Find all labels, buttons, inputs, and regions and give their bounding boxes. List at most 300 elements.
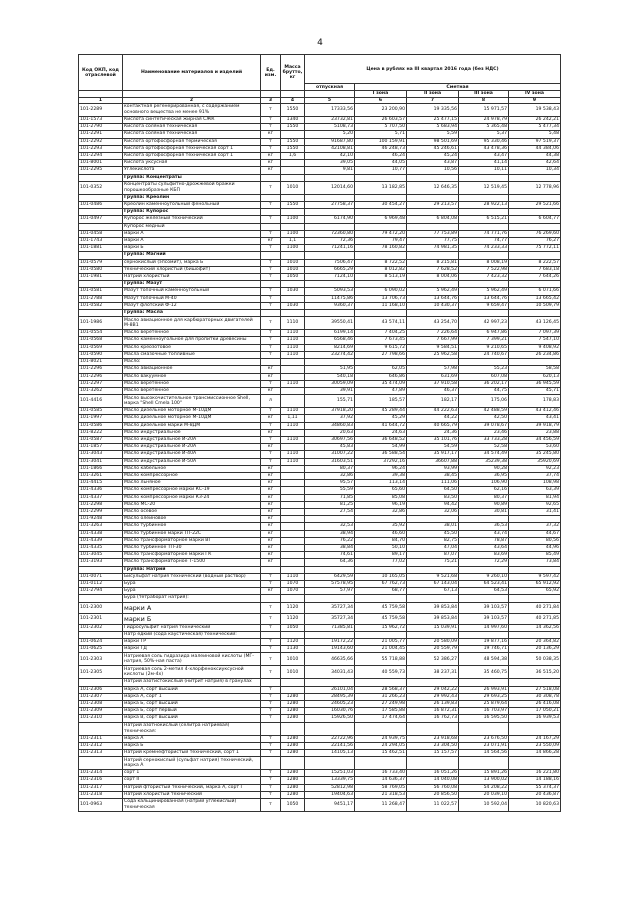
cell-otpusk: 15251,03 bbox=[305, 770, 355, 777]
cell-unit: т bbox=[261, 230, 281, 237]
cell-mass: 1110 bbox=[281, 330, 305, 337]
cell-name: Бура (тетраборат натрия): bbox=[123, 595, 261, 602]
cell-code: 101-1986 bbox=[79, 317, 123, 330]
cell-zone-1: 15 462,51 bbox=[355, 750, 407, 757]
cell-zone-1: 39,38 bbox=[355, 472, 407, 479]
cell-otpusk: 71,85 bbox=[305, 494, 355, 501]
cell-unit: т bbox=[261, 451, 281, 458]
cell-zone-2: 44,22 bbox=[407, 415, 459, 422]
cell-unit: т bbox=[261, 274, 281, 281]
cell-zone-3: 64,53 bbox=[459, 588, 509, 595]
col-num-7: 7 bbox=[407, 97, 459, 104]
table-row bbox=[79, 366, 561, 373]
cell-unit: кг bbox=[261, 494, 281, 501]
cell-otpusk: 74,61 bbox=[305, 552, 355, 559]
cell-code: 101-3261 bbox=[79, 472, 123, 479]
cell-otpusk: 72,36 bbox=[305, 238, 355, 245]
cell-zone-3: 83,69 bbox=[459, 552, 509, 559]
cell-zone-4: 26 234,86 bbox=[509, 351, 561, 358]
cell-zone-4: 40 271,85 bbox=[509, 613, 561, 624]
cell-zone-3: 13 900,02 bbox=[459, 777, 509, 784]
cell-name: Масло турбинное марки ТП-22С bbox=[123, 530, 261, 537]
cell-zone-1: 8 012,82 bbox=[355, 266, 407, 273]
cell-unit: кг bbox=[261, 530, 281, 537]
cell-otpusk: 30697,56 bbox=[305, 436, 355, 443]
cell-zone-3: 5,37 bbox=[459, 131, 509, 138]
cell-unit: т bbox=[261, 791, 281, 798]
cell-zone-3 bbox=[459, 757, 509, 770]
cell-zone-3: 7 522,98 bbox=[459, 266, 509, 273]
cell-otpusk: 37918,20 bbox=[305, 408, 355, 415]
cell-code bbox=[79, 174, 123, 181]
col-num-1: 1 bbox=[79, 97, 123, 104]
cell-mass: 1010 bbox=[281, 653, 305, 666]
cell-zone-3: 44,75 bbox=[459, 387, 509, 394]
cell-code: 101-2312 bbox=[79, 742, 123, 749]
cell-unit bbox=[261, 252, 281, 259]
cell-zone-1: 24 939,75 bbox=[355, 735, 407, 742]
cell-zone-1: 54,99 bbox=[355, 444, 407, 451]
cell-otpusk: 13339,75 bbox=[305, 777, 355, 784]
table-row bbox=[79, 693, 561, 700]
cell-code: 101-8222 bbox=[79, 429, 123, 436]
cell-zone-1: 68,77 bbox=[355, 588, 407, 595]
table-row bbox=[79, 288, 561, 295]
cell-mass bbox=[281, 480, 305, 487]
cell-zone-3: 7 423,32 bbox=[459, 274, 509, 281]
cell-code: 101-0587 bbox=[79, 436, 123, 443]
cell-mass: 1110 bbox=[281, 573, 305, 580]
cell-otpusk: 9360,37 bbox=[305, 302, 355, 309]
cell-name: сернокислый (эпсомит), марка Б bbox=[123, 259, 261, 266]
table-row bbox=[79, 530, 561, 537]
cell-mass: 1100 bbox=[281, 216, 305, 223]
cell-zone-2: 46,37 bbox=[407, 387, 459, 394]
table-row bbox=[79, 742, 561, 749]
cell-unit: т bbox=[261, 613, 281, 624]
cell-name: Концентраты сульфитно-дрожжевой бражки порошкообразные КБП bbox=[123, 181, 261, 194]
cell-zone-2: 29 992,43 bbox=[407, 693, 459, 700]
cell-otpusk: 38,84 bbox=[305, 544, 355, 551]
cell-zone-2: 10,56 bbox=[407, 167, 459, 174]
cell-unit: кг bbox=[261, 516, 281, 523]
cell-mass: 1280 bbox=[281, 777, 305, 784]
cell-mass: 1110 bbox=[281, 408, 305, 415]
cell-unit bbox=[261, 679, 281, 686]
cell-code: 101-8001 bbox=[79, 160, 123, 167]
cell-zone-3: 12 519,45 bbox=[459, 181, 509, 194]
cell-zone-3 bbox=[459, 281, 509, 288]
cell-zone-3 bbox=[459, 209, 509, 216]
cell-code: 101-2317 bbox=[79, 784, 123, 791]
cell-otpusk: 19172,22 bbox=[305, 639, 355, 646]
cell-otpusk bbox=[305, 631, 355, 638]
header-name: Наименование материалов и изделий bbox=[123, 55, 261, 91]
cell-name: Масло веретенное bbox=[123, 380, 261, 387]
price-table bbox=[78, 54, 561, 812]
cell-code: 101-2296 bbox=[79, 373, 123, 380]
cell-zone-3: 74,77 bbox=[459, 238, 509, 245]
cell-otpusk bbox=[305, 281, 355, 288]
cell-zone-1: 24 294,05 bbox=[355, 742, 407, 749]
cell-name: Кислота соляная техническая bbox=[123, 124, 261, 131]
cell-mass: 1110 bbox=[281, 344, 305, 351]
cell-zone-4 bbox=[509, 516, 561, 523]
cell-otpusk: 71241,16 bbox=[305, 245, 355, 252]
cell-code: 101-2301 bbox=[79, 613, 123, 624]
cell-unit: т bbox=[261, 380, 281, 387]
cell-otpusk: 71385,81 bbox=[305, 624, 355, 631]
cell-code: 101-1881 bbox=[79, 245, 123, 252]
cell-mass bbox=[281, 516, 305, 523]
cell-mass: 1110 bbox=[281, 380, 305, 387]
table-row bbox=[79, 373, 561, 380]
cell-unit: кг bbox=[261, 387, 281, 394]
cell-zone-4: 36 515,20 bbox=[509, 666, 561, 679]
cell-mass: 1550 bbox=[281, 202, 305, 209]
cell-mass bbox=[281, 552, 305, 559]
cell-zone-1 bbox=[355, 757, 407, 770]
cell-zone-4: 43 412,46 bbox=[509, 408, 561, 415]
cell-mass bbox=[281, 209, 305, 216]
cell-mass: 1070 bbox=[281, 580, 305, 587]
cell-zone-4: 17 050,21 bbox=[509, 708, 561, 715]
cell-name: Гидросульфит натрия технический bbox=[123, 624, 261, 631]
cell-zone-4 bbox=[509, 757, 561, 770]
table-row bbox=[79, 145, 561, 152]
cell-otpusk: 72360,80 bbox=[305, 230, 355, 237]
cell-zone-4: 13 665,42 bbox=[509, 295, 561, 302]
cell-otpusk: 11475,86 bbox=[305, 295, 355, 302]
cell-zone-1: 50,10 bbox=[355, 544, 407, 551]
cell-zone-2: 19 335,56 bbox=[407, 104, 459, 117]
table-row bbox=[79, 508, 561, 515]
cell-zone-4: 65,92 bbox=[509, 588, 561, 595]
cell-zone-4: 29 521,66 bbox=[509, 202, 561, 209]
cell-zone-3: 90,28 bbox=[459, 465, 509, 472]
cell-unit: кг bbox=[261, 588, 281, 595]
cell-unit: кг bbox=[261, 153, 281, 160]
cell-name: технический хлористый (бишофит) bbox=[123, 266, 261, 273]
cell-otpusk: 28495,39 bbox=[305, 693, 355, 700]
cell-zone-1: 41 644,72 bbox=[355, 422, 407, 429]
cell-zone-3: 24 740,67 bbox=[459, 351, 509, 358]
cell-otpusk bbox=[305, 223, 355, 230]
cell-zone-1 bbox=[355, 174, 407, 181]
cell-code: 101-2303 bbox=[79, 653, 123, 666]
cell-zone-4: 75 772,11 bbox=[509, 245, 561, 252]
cell-zone-2: 20 856,50 bbox=[407, 791, 459, 798]
cell-unit bbox=[261, 359, 281, 366]
cell-zone-1: 13 182,85 bbox=[355, 181, 407, 194]
cell-unit: т bbox=[261, 344, 281, 351]
cell-zone-3: 52,58 bbox=[459, 444, 509, 451]
cell-mass bbox=[281, 679, 305, 686]
table-row bbox=[79, 160, 561, 167]
cell-name: Масло индустриальное И-40А bbox=[123, 451, 261, 458]
cell-zone-2 bbox=[407, 631, 459, 638]
table-row bbox=[79, 573, 561, 580]
cell-zone-2: 75,21 bbox=[407, 559, 459, 566]
cell-zone-2 bbox=[407, 359, 459, 366]
cell-zone-4: 23 550,09 bbox=[509, 742, 561, 749]
price-table-container bbox=[78, 54, 560, 812]
cell-zone-3: 23 071,91 bbox=[459, 742, 509, 749]
cell-name: Масло турбинное bbox=[123, 523, 261, 530]
cell-zone-1 bbox=[355, 722, 407, 735]
cell-otpusk: 6665,29 bbox=[305, 266, 355, 273]
table-row bbox=[79, 274, 561, 281]
cell-code bbox=[79, 252, 123, 259]
cell-name: марка Б, сорт первый bbox=[123, 708, 261, 715]
cell-zone-4: 7 547,10 bbox=[509, 337, 561, 344]
cell-code: 101-4416 bbox=[79, 395, 123, 408]
cell-unit: т bbox=[261, 266, 281, 273]
cell-unit: л bbox=[261, 395, 281, 408]
cell-otpusk: 32,86 bbox=[305, 472, 355, 479]
cell-otpusk bbox=[305, 194, 355, 201]
cell-zone-4: 53,60 bbox=[509, 444, 561, 451]
table-row bbox=[79, 595, 561, 602]
table-row bbox=[79, 216, 561, 223]
cell-zone-2: 56 760,08 bbox=[407, 784, 459, 791]
cell-name: Масло каменноугольное для пропитки древесины bbox=[123, 337, 261, 344]
cell-zone-1: 27 249,98 bbox=[355, 701, 407, 708]
cell-mass bbox=[281, 366, 305, 373]
cell-zone-4: 12 778,96 bbox=[509, 181, 561, 194]
cell-zone-2: 45,24 bbox=[407, 153, 459, 160]
cell-code: 101-4415 bbox=[79, 480, 123, 487]
cell-mass: 1050 bbox=[281, 799, 305, 812]
cell-otpusk: 76,22 bbox=[305, 537, 355, 544]
cell-name: Натрий кремнефтористый технический, сорт 1 bbox=[123, 750, 261, 757]
cell-otpusk: 39550,41 bbox=[305, 317, 355, 330]
cell-unit: т bbox=[261, 742, 281, 749]
table-row bbox=[79, 436, 561, 443]
cell-zone-1: 14 636,37 bbox=[355, 777, 407, 784]
cell-zone-3: 62,16 bbox=[459, 487, 509, 494]
cell-zone-1 bbox=[355, 566, 407, 573]
cell-name: марка В, сорт высший bbox=[123, 715, 261, 722]
cell-zone-3: 10,11 bbox=[459, 167, 509, 174]
table-row bbox=[79, 230, 561, 237]
cell-code: 101-3263 bbox=[79, 523, 123, 530]
cell-code: 101-0352 bbox=[79, 181, 123, 194]
cell-mass bbox=[281, 194, 305, 201]
cell-unit: кг bbox=[261, 501, 281, 508]
cell-zone-2: 20 580,09 bbox=[407, 639, 459, 646]
cell-zone-2: 77 753,89 bbox=[407, 230, 459, 237]
cell-unit: т bbox=[261, 145, 281, 152]
cell-zone-4: 43,41 bbox=[509, 415, 561, 422]
cell-mass: 1130 bbox=[281, 646, 305, 653]
cell-otpusk: 27,54 bbox=[305, 508, 355, 515]
cell-otpusk: 24605,23 bbox=[305, 701, 355, 708]
cell-unit: т bbox=[261, 458, 281, 465]
table-row bbox=[79, 330, 561, 337]
cell-otpusk: 64,36 bbox=[305, 559, 355, 566]
cell-mass bbox=[281, 310, 305, 317]
cell-unit: т bbox=[261, 436, 281, 443]
cell-unit: т bbox=[261, 686, 281, 693]
cell-zone-3: 43,47 bbox=[459, 153, 509, 160]
table-row bbox=[79, 415, 561, 422]
cell-zone-1: 96,19 bbox=[355, 501, 407, 508]
table-row bbox=[79, 387, 561, 394]
cell-name: Масло льняное bbox=[123, 480, 261, 487]
cell-name: Натрий азотистокислый (нитрит натрия) в гранулах bbox=[123, 679, 261, 686]
cell-name: Натр едкий (сода каустическая) технический: bbox=[123, 631, 261, 638]
cell-name: Купорос железный технический bbox=[123, 216, 261, 223]
cell-otpusk bbox=[305, 252, 355, 259]
table-row bbox=[79, 465, 561, 472]
cell-otpusk bbox=[305, 209, 355, 216]
cell-zone-1 bbox=[355, 281, 407, 288]
cell-zone-1: 46 248,73 bbox=[355, 145, 407, 152]
cell-otpusk: 20,63 bbox=[305, 429, 355, 436]
cell-zone-3 bbox=[459, 679, 509, 686]
cell-unit: т bbox=[261, 580, 281, 587]
cell-zone-2: 8 215,81 bbox=[407, 259, 459, 266]
cell-name: Масло компрессорное марки КЗ-24 bbox=[123, 494, 261, 501]
table-row bbox=[79, 784, 561, 791]
cell-code bbox=[79, 566, 123, 573]
cell-zone-2: 93,99 bbox=[407, 465, 459, 472]
cell-zone-4: 7 097,39 bbox=[509, 330, 561, 337]
cell-unit: кг bbox=[261, 487, 281, 494]
cell-otpusk: 26101,04 bbox=[305, 686, 355, 693]
cell-zone-1: 84,70 bbox=[355, 537, 407, 544]
cell-name: Масло дизельное моторное М-10ДМ bbox=[123, 408, 261, 415]
cell-mass: 1010 bbox=[281, 181, 305, 194]
cell-otpusk: 15926,50 bbox=[305, 715, 355, 722]
cell-zone-1: 15 962,72 bbox=[355, 624, 407, 631]
cell-zone-3: 80,37 bbox=[459, 494, 509, 501]
cell-zone-2: 12 646,35 bbox=[407, 181, 459, 194]
cell-zone-2 bbox=[407, 174, 459, 181]
cell-zone-1 bbox=[355, 209, 407, 216]
cell-unit bbox=[261, 631, 281, 638]
cell-name: Масло осевое bbox=[123, 508, 261, 515]
cell-zone-1: 30 454,27 bbox=[355, 202, 407, 209]
table-row bbox=[79, 770, 561, 777]
cell-zone-3: 9 659,47 bbox=[459, 302, 509, 309]
cell-zone-1: 7 673,45 bbox=[355, 337, 407, 344]
cell-zone-1: 45,29 bbox=[355, 415, 407, 422]
cell-zone-3: 54 208,22 bbox=[459, 784, 509, 791]
cell-mass: 1340 bbox=[281, 117, 305, 124]
header-zone-3: III зона bbox=[459, 91, 509, 98]
cell-mass: 1280 bbox=[281, 708, 305, 715]
cell-mass bbox=[281, 686, 305, 693]
cell-code: 101-2313 bbox=[79, 750, 123, 757]
cell-zone-1: 17 474,64 bbox=[355, 715, 407, 722]
cell-code: 101-0581 bbox=[79, 288, 123, 295]
cell-mass: 1550 bbox=[281, 104, 305, 117]
cell-zone-4: 50 038,35 bbox=[509, 653, 561, 666]
cell-zone-3: 10 592,04 bbox=[459, 799, 509, 812]
cell-zone-2: 5 683,94 bbox=[407, 124, 459, 131]
cell-unit: кг bbox=[261, 508, 281, 515]
cell-mass bbox=[281, 501, 305, 508]
cell-name: Бура bbox=[123, 580, 261, 587]
cell-name: Углекислота bbox=[123, 167, 261, 174]
cell-zone-2 bbox=[407, 757, 459, 770]
cell-code: 101-2298 bbox=[79, 501, 123, 508]
cell-name: Мазут топочный каменноугольный bbox=[123, 288, 261, 295]
cell-mass: 1120 bbox=[281, 602, 305, 613]
cell-zone-4 bbox=[509, 631, 561, 638]
cell-code: 101-2307 bbox=[79, 693, 123, 700]
cell-zone-3: 42,50 bbox=[459, 415, 509, 422]
table-row bbox=[79, 480, 561, 487]
cell-unit bbox=[261, 566, 281, 573]
cell-name: контактная регенерированная, с содержанием основного вещества не менее 91% bbox=[123, 104, 261, 117]
cell-zone-2: 5,59 bbox=[407, 131, 459, 138]
cell-zone-3: 607,08 bbox=[459, 373, 509, 380]
cell-zone-4: 76,27 bbox=[509, 238, 561, 245]
cell-code: 101-1866 bbox=[79, 465, 123, 472]
cell-zone-3: 43,74 bbox=[459, 530, 509, 537]
cell-code bbox=[79, 757, 123, 770]
table-row bbox=[79, 588, 561, 595]
cell-mass bbox=[281, 530, 305, 537]
cell-otpusk: 31603,51 bbox=[305, 458, 355, 465]
table-row bbox=[79, 317, 561, 330]
cell-code: 101-1743 bbox=[79, 238, 123, 245]
cell-zone-1: 35 474,09 bbox=[355, 380, 407, 387]
cell-zone-3: 9 260,10 bbox=[459, 573, 509, 580]
cell-zone-1: 77,02 bbox=[355, 559, 407, 566]
cell-unit: т bbox=[261, 302, 281, 309]
cell-zone-4: 37,32 bbox=[509, 523, 561, 530]
cell-code: 101-2309 bbox=[79, 708, 123, 715]
cell-zone-3: 23 676,50 bbox=[459, 735, 509, 742]
cell-otpusk bbox=[305, 679, 355, 686]
cell-zone-4: 178,83 bbox=[509, 395, 561, 408]
cell-unit: т bbox=[261, 138, 281, 145]
cell-zone-4: 23,88 bbox=[509, 429, 561, 436]
cell-mass: 1110 bbox=[281, 436, 305, 443]
cell-name: Масло веретенное bbox=[123, 330, 261, 337]
cell-otpusk: 35727,34 bbox=[305, 602, 355, 613]
cell-name: Кислота ортофосфорная техническая сорт 1 bbox=[123, 145, 261, 152]
cell-code bbox=[79, 209, 123, 216]
cell-zone-2: 16 762,73 bbox=[407, 715, 459, 722]
cell-zone-4 bbox=[509, 595, 561, 602]
cell-zone-3: 41,14 bbox=[459, 160, 509, 167]
cell-code: 101-2296 bbox=[79, 366, 123, 373]
cell-name: Кислота уксусная bbox=[123, 160, 261, 167]
cell-zone-3 bbox=[459, 194, 509, 201]
cell-zone-4 bbox=[509, 359, 561, 366]
cell-mass: 1,11 bbox=[281, 415, 305, 422]
cell-zone-2 bbox=[407, 679, 459, 686]
cell-name: марки ТР bbox=[123, 639, 261, 646]
cell-otpusk bbox=[305, 757, 355, 770]
cell-code: 101-0580 bbox=[79, 266, 123, 273]
cell-otpusk: 45,83 bbox=[305, 444, 355, 451]
cell-otpusk: 16030,76 bbox=[305, 708, 355, 715]
cell-zone-4 bbox=[509, 310, 561, 317]
table-row bbox=[79, 472, 561, 479]
cell-zone-2: 40 665,79 bbox=[407, 422, 459, 429]
cell-otpusk: 19143,60 bbox=[305, 646, 355, 653]
cell-zone-2: 44 222,63 bbox=[407, 408, 459, 415]
cell-zone-4: 6 604,77 bbox=[509, 216, 561, 223]
cell-zone-4 bbox=[509, 209, 561, 216]
cell-zone-2: 111,06 bbox=[407, 480, 459, 487]
